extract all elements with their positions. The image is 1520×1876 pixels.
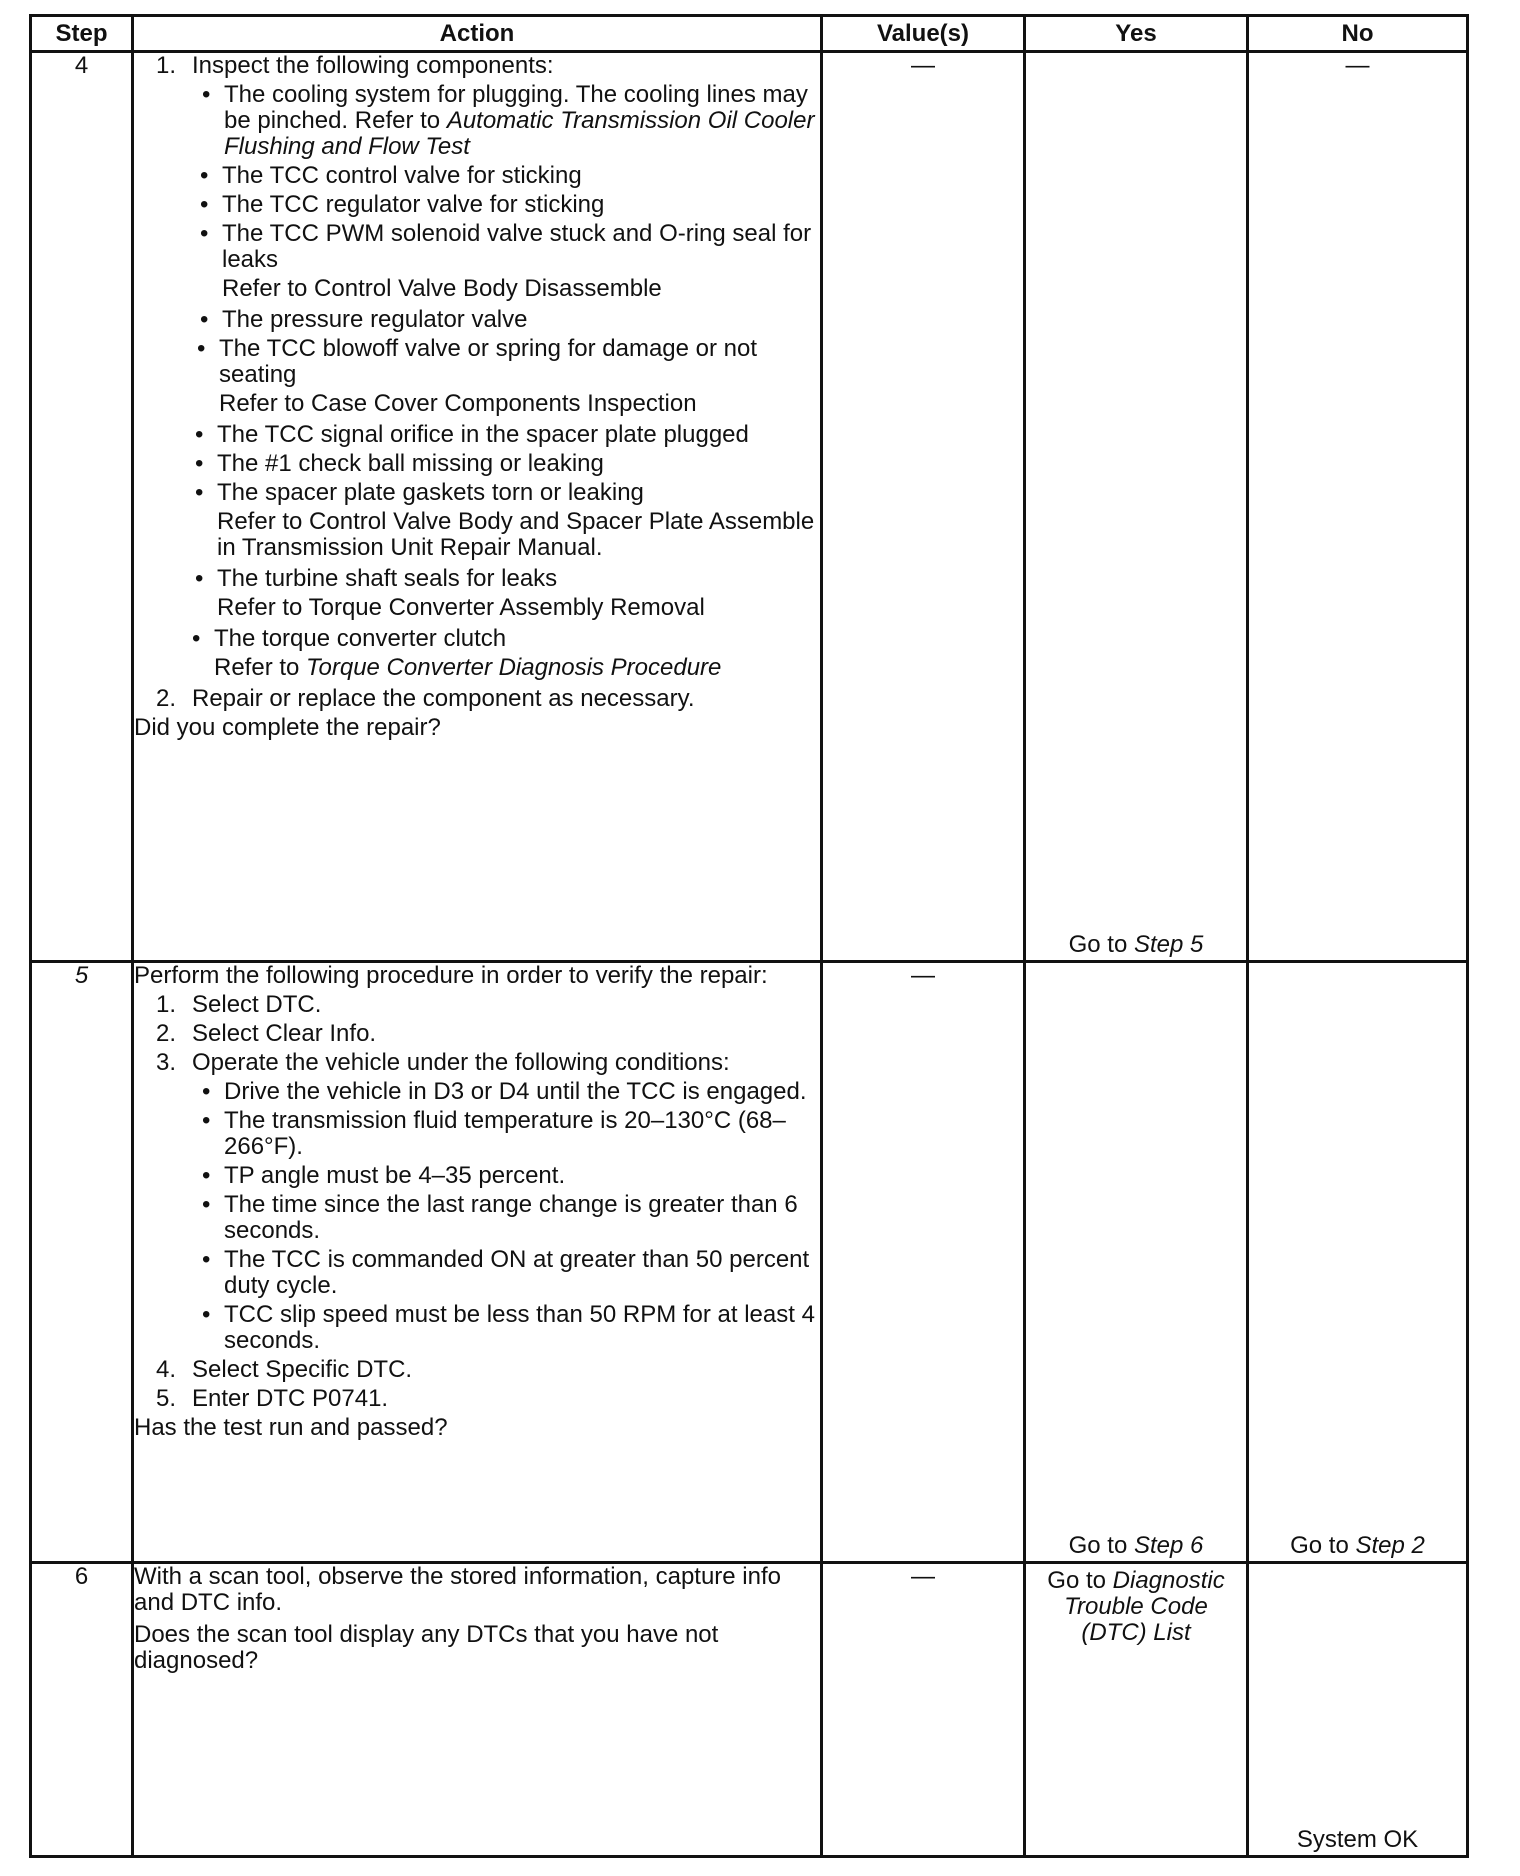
header-yes: Yes [1025, 16, 1248, 52]
no-outcome: System OK [1296, 1826, 1419, 1853]
reference-text: Refer to Torque Converter Assembly Removal [217, 594, 705, 621]
no-cell [1248, 1563, 1468, 1857]
step-number: 6 [31, 1563, 133, 1857]
item-text: Operate the vehicle under the following conditions: [192, 1049, 730, 1076]
list-item: • The TCC is commanded ON at greater than 50 percent duty cycle. [202, 1246, 810, 1299]
question-text: Has the test run and passed? [134, 1414, 448, 1441]
table-row-step-5 [31, 962, 1468, 1563]
header-values: Value(s) [822, 16, 1025, 52]
question-text: Did you complete the repair? [134, 714, 441, 741]
value-cell [822, 962, 1025, 1563]
no-cell [1248, 962, 1468, 1563]
table-row-step-6 [31, 1563, 1468, 1857]
list-item: • The TCC PWM solenoid valve stuck and O-ring seal for leaks [200, 220, 812, 273]
list-item: • TP angle must be 4–35 percent. [202, 1162, 566, 1189]
value-dash: — [911, 52, 935, 79]
diagnostic-table [29, 14, 1469, 1858]
header-no: No [1248, 16, 1468, 52]
reference-text: Refer to Control Valve Body and Spacer Plate Assemble in Transmission Unit Repair Manual. [217, 508, 815, 561]
list-item: • The time since the last range change is greater than 6 seconds. [202, 1191, 798, 1244]
no-outcome: Go to Step 2 [1290, 1532, 1425, 1559]
value-dash: — [911, 1563, 935, 1590]
header-action: Action [133, 16, 822, 52]
yes-cell [1025, 962, 1248, 1563]
reference-text: Refer to Control Valve Body Disassemble [222, 275, 662, 302]
item-number: 2. [156, 685, 177, 712]
yes-outcome: Go to Diagnostic Trouble Code (DTC) List [1047, 1567, 1225, 1646]
item-text: Select DTC. [192, 991, 322, 1018]
action-cell: Perform the following procedure in order to verify the repair: 1. Select DTC. 2. Select Clear Info. 3. Operate the vehicle under the following conditions: • Drive the vehicle in D3 or D4 until the TCC is engaged. • The transmission fluid temperature is 20–130°C (68–266°F). • TP angle must be 4–35 percent. • The time since the last range change is greater than 6 seconds. • The TCC is commanded ON at greater than 50 percent duty cycle. • TCC slip speed must be less than 50 RPM for at least 4 seconds. 4. Select Specific DTC. 5. Enter DTC P0741. Has the test run and passed? [133, 962, 822, 1563]
value-cell [822, 52, 1025, 962]
yes-cell [1025, 52, 1248, 962]
value-dash: — [911, 962, 935, 989]
list-item: • The torque converter clutch [192, 625, 507, 652]
list-item: • The turbine shaft seals for leaks [195, 565, 558, 592]
item-text: Repair or replace the component as necessary. [192, 685, 695, 712]
item-number: 1. [156, 52, 177, 79]
action-cell [133, 52, 822, 962]
value-cell [822, 1563, 1025, 1857]
header-row [31, 16, 1468, 52]
yes-outcome: Go to Step 6 [1068, 1532, 1204, 1559]
reference-text: Refer to Case Cover Components Inspection [219, 390, 697, 417]
list-item: • The spacer plate gaskets torn or leaking [195, 479, 644, 506]
intro-text: Perform the following procedure in order to verify the repair: [134, 962, 768, 989]
diagnostic-table-sheet [29, 14, 1466, 1856]
list-item: • The transmission fluid temperature is 20–130°C (68–266°F). [202, 1107, 786, 1160]
reference-text: Refer to Torque Converter Diagnosis Procedure [214, 654, 722, 681]
list-item: • The #1 check ball missing or leaking [195, 450, 604, 477]
list-item: • Drive the vehicle in D3 or D4 until the TCC is engaged. [202, 1078, 807, 1105]
list-item: • TCC slip speed must be less than 50 RPM for at least 4 seconds. [202, 1301, 815, 1354]
instruction-text: With a scan tool, observe the stored information, capture info and DTC info. [134, 1563, 782, 1616]
step-number: 4 [31, 52, 133, 962]
no-dash: — [1345, 52, 1370, 79]
question-text: Does the scan tool display any DTCs that you have not diagnosed? [134, 1621, 719, 1674]
list-item: • The TCC blowoff valve or spring for damage or not seating [197, 335, 758, 388]
no-cell [1248, 52, 1468, 962]
header-step: Step [31, 16, 133, 52]
item-text: Enter DTC P0741. [192, 1385, 389, 1412]
yes-outcome: Go to Step 5 [1068, 931, 1204, 958]
step-number: 5 [31, 962, 133, 1563]
item-text: Select Clear Info. [192, 1020, 377, 1047]
list-item: • The TCC control valve for sticking [200, 162, 582, 189]
table-row-step-4 [31, 52, 1468, 962]
list-item: • The TCC regulator valve for sticking [200, 191, 605, 218]
yes-cell [1025, 1563, 1248, 1857]
action-cell [133, 1563, 822, 1857]
list-item: • The TCC signal orifice in the spacer plate plugged [195, 421, 749, 448]
item-text: Inspect the following components: [192, 52, 554, 79]
list-item: • The cooling system for plugging. The cooling lines may be pinched. Refer to Automatic Transmission Oil Cooler Flushing and Flow Test [202, 81, 815, 160]
list-item: • The pressure regulator valve [200, 306, 528, 333]
item-text: Select Specific DTC. [192, 1356, 413, 1383]
